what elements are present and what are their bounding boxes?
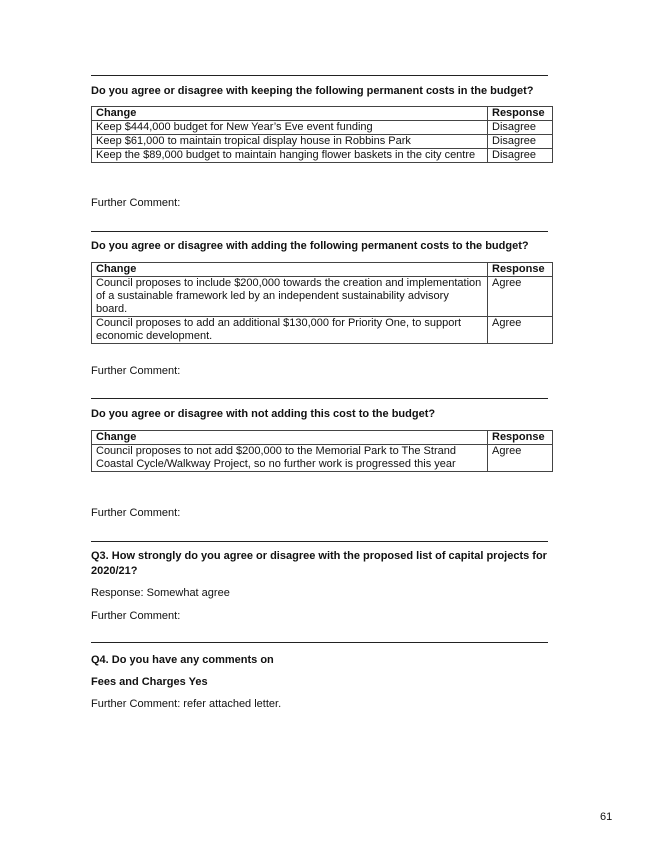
change-cell: Keep $444,000 budget for New Year’s Eve event funding bbox=[92, 121, 488, 135]
change-cell: Keep the $89,000 budget to maintain hanging flower baskets in the city centre bbox=[92, 149, 488, 163]
further-comment-label: Further Comment: bbox=[91, 197, 181, 209]
further-comment-label: Further Comment: bbox=[91, 610, 181, 622]
section-divider bbox=[91, 642, 548, 643]
column-header-response: Response bbox=[488, 431, 553, 445]
section-3-heading: Do you agree or disagree with not adding this cost to the budget? bbox=[91, 408, 436, 420]
section-3-table bbox=[91, 430, 553, 472]
response-cell: Agree bbox=[488, 445, 553, 472]
further-comment-label: Further Comment: bbox=[91, 365, 181, 377]
column-header-change: Change bbox=[92, 431, 488, 445]
column-header-response: Response bbox=[488, 263, 553, 277]
table-row bbox=[92, 317, 553, 344]
section-1-table bbox=[91, 106, 553, 163]
table-row bbox=[92, 445, 553, 472]
further-comment-label: Further Comment: bbox=[91, 507, 181, 519]
change-cell: Council proposes to not add $200,000 to the Memorial Park to The Strand Coastal Cycle/Walkway Project, so no further work is progressed this year bbox=[92, 445, 488, 472]
response-cell: Agree bbox=[488, 277, 553, 317]
table-row bbox=[92, 135, 553, 149]
section-2-table bbox=[91, 262, 553, 344]
section-2-heading: Do you agree or disagree with adding the following permanent costs to the budget? bbox=[91, 240, 529, 252]
table-header-row bbox=[92, 431, 553, 445]
table-header-row bbox=[92, 263, 553, 277]
response-cell: Disagree bbox=[488, 135, 553, 149]
response-cell: Disagree bbox=[488, 121, 553, 135]
section-divider bbox=[91, 231, 548, 232]
table-header-row bbox=[92, 107, 553, 121]
table-row bbox=[92, 149, 553, 163]
page-number: 61 bbox=[600, 811, 613, 823]
change-cell: Council proposes to include $200,000 towards the creation and implementation of a sustainable framework led by an independent sustainability advisory board. bbox=[92, 277, 488, 317]
change-cell: Council proposes to add an additional $130,000 for Priority One, to support economic development. bbox=[92, 317, 488, 344]
section-1-heading: Do you agree or disagree with keeping the following permanent costs in the budget? bbox=[91, 85, 534, 97]
q4-further-comment: Further Comment: refer attached letter. bbox=[91, 698, 282, 710]
q3-heading: Q3. How strongly do you agree or disagree with the proposed list of capital projects for 2020/21? bbox=[91, 550, 547, 577]
q3-response: Response: Somewhat agree bbox=[91, 587, 230, 599]
table-row bbox=[92, 277, 553, 317]
column-header-response: Response bbox=[488, 107, 553, 121]
column-header-change: Change bbox=[92, 107, 488, 121]
column-header-change: Change bbox=[92, 263, 488, 277]
response-cell: Agree bbox=[488, 317, 553, 344]
change-cell: Keep $61,000 to maintain tropical display house in Robbins Park bbox=[92, 135, 488, 149]
section-divider bbox=[91, 75, 548, 76]
response-cell: Disagree bbox=[488, 149, 553, 163]
table-row bbox=[92, 121, 553, 135]
section-divider bbox=[91, 541, 548, 542]
q4-subheading: Fees and Charges Yes bbox=[91, 676, 208, 688]
section-divider bbox=[91, 398, 548, 399]
q4-heading: Q4. Do you have any comments on bbox=[91, 654, 274, 666]
